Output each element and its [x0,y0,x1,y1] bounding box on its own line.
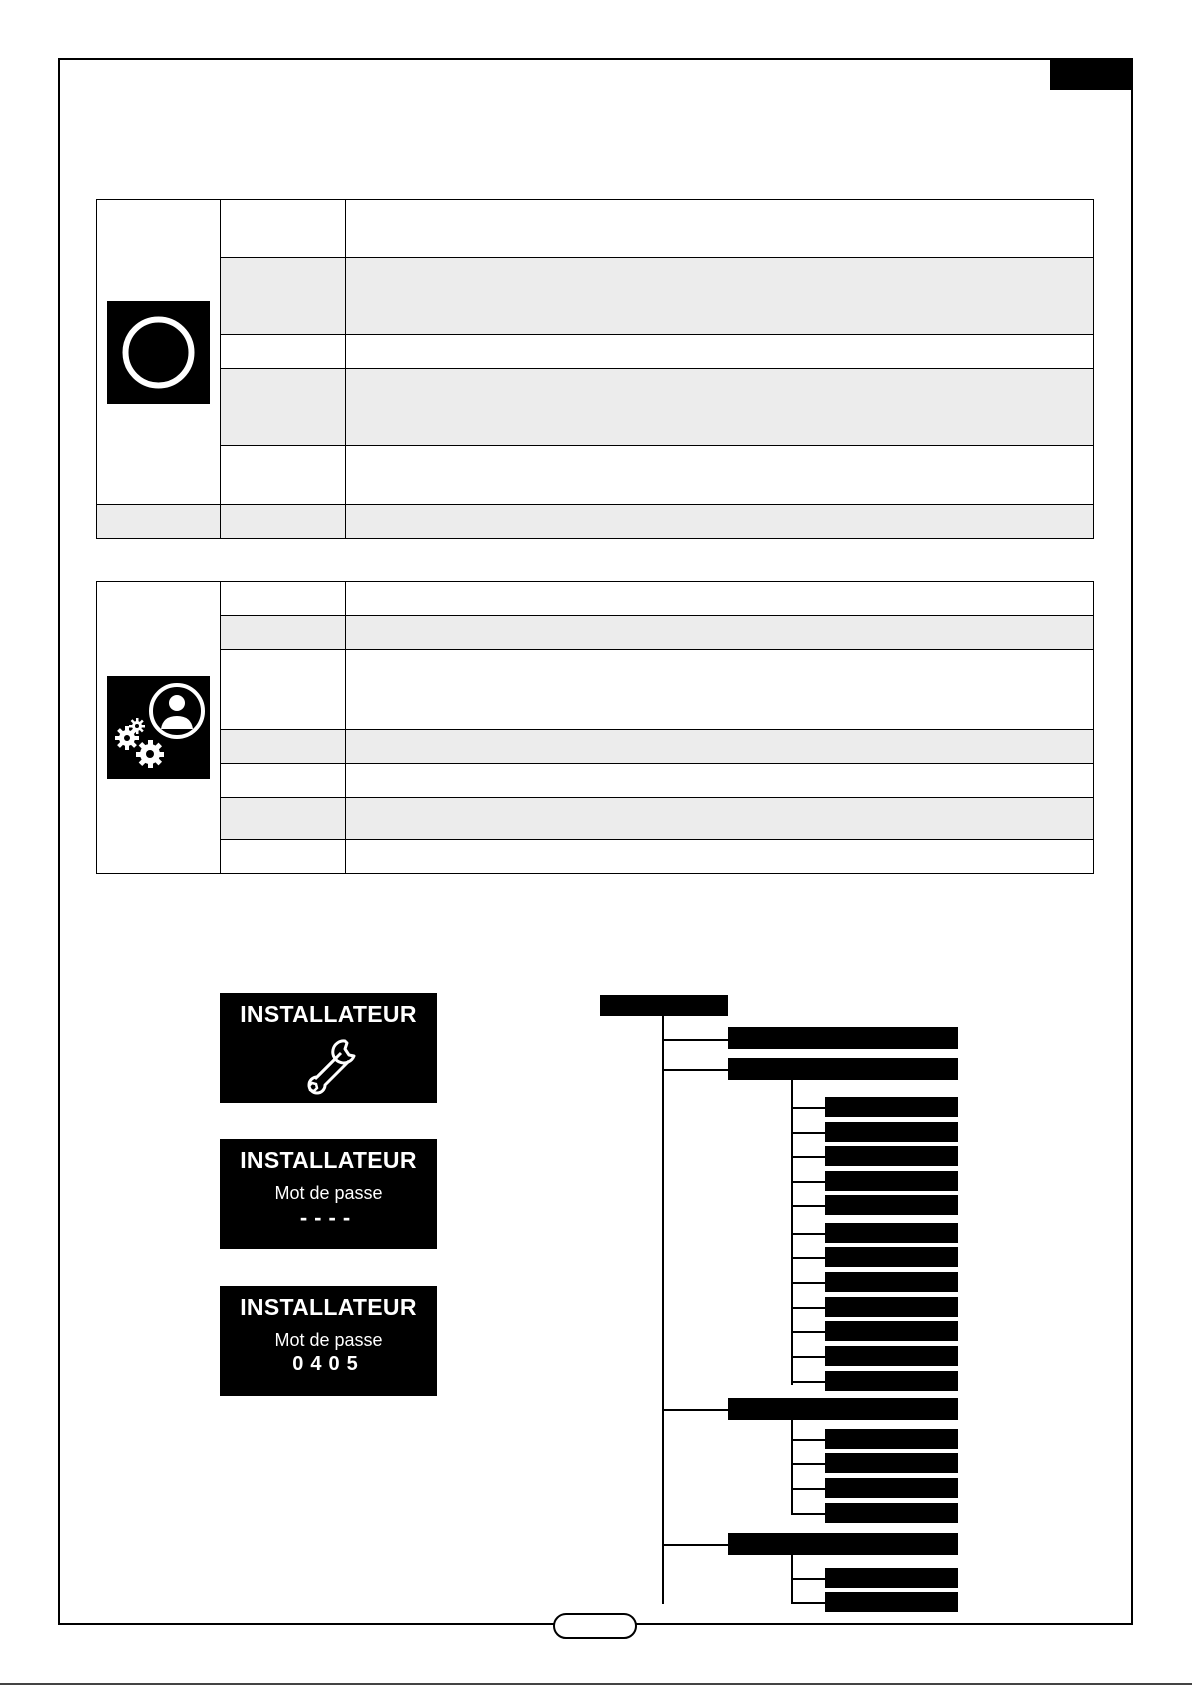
menu-code-cell [221,730,346,764]
menu-description-cell [346,764,1094,798]
menu-code-cell [221,335,346,369]
menu-description-cell [346,505,1094,539]
menu-code-cell [221,650,346,730]
tree-level2-node [825,1146,958,1166]
wrench-icon [293,1035,363,1095]
menu-code-cell [221,369,346,446]
tree-level2-node [825,1371,958,1391]
tree-level1-node [728,1027,958,1049]
tree-level2-node [825,1568,958,1588]
tree-level2-node [825,1478,958,1498]
menu-description-cell [346,616,1094,650]
menu-code-cell [221,505,346,539]
tree-level2-node [825,1195,958,1215]
menu-table-general [96,199,1094,539]
tree-level2-node [825,1592,958,1612]
menu-code-cell [221,582,346,616]
tree-level1-node [728,1398,958,1420]
menu-description-cell [346,650,1094,730]
menu-description-cell [346,582,1094,616]
menu-description-cell [346,200,1094,258]
tree-level2-node [825,1272,958,1292]
menu-description-cell [346,840,1094,874]
menu-icon-cell [97,582,221,874]
tree-level2-node [825,1223,958,1243]
screen-title: INSTALLATEUR [240,1294,417,1320]
tree-level2-node [825,1297,958,1317]
menu-code-cell [221,764,346,798]
installer-screen-password-empty [220,1139,437,1249]
password-code: 0405 [292,1353,365,1375]
menu-code-cell [221,446,346,505]
menu-description-cell [346,369,1094,446]
password-label: Mot de passe [274,1183,383,1203]
tree-level2-node [825,1346,958,1366]
section-tab [1050,58,1133,90]
installer-screen-menu [220,993,437,1103]
tree-level2-node [825,1097,958,1117]
tree-level2-node [825,1247,958,1267]
password-label: Mot de passe [274,1330,383,1350]
power-circle-icon [107,301,210,404]
tree-level1-node [728,1058,958,1080]
menu-footer-cell [97,505,221,539]
menu-code-cell [221,616,346,650]
page-number-pill [553,1613,637,1639]
tree-level2-node [825,1429,958,1449]
menu-table-installer [96,581,1094,874]
tree-level2-node [825,1503,958,1523]
menu-description-cell [346,258,1094,335]
menu-description-cell [346,730,1094,764]
tree-level2-node [825,1453,958,1473]
password-placeholder: ---- [299,1205,358,1230]
user-gears-icon [107,676,210,779]
menu-icon-cell [97,200,221,505]
tree-level2-node [825,1321,958,1341]
menu-description-cell [346,335,1094,369]
menu-description-cell [346,446,1094,505]
tree-level1-node [728,1533,958,1555]
installer-screen-password-entered [220,1286,437,1396]
menu-description-cell [346,798,1094,840]
menu-code-cell [221,798,346,840]
menu-code-cell [221,840,346,874]
screen-title: INSTALLATEUR [240,1147,417,1173]
menu-code-cell [221,200,346,258]
tree-root [600,995,728,1016]
tree-level2-node [825,1171,958,1191]
menu-code-cell [221,258,346,335]
tree-level2-node [825,1122,958,1142]
screen-title: INSTALLATEUR [240,1001,417,1027]
